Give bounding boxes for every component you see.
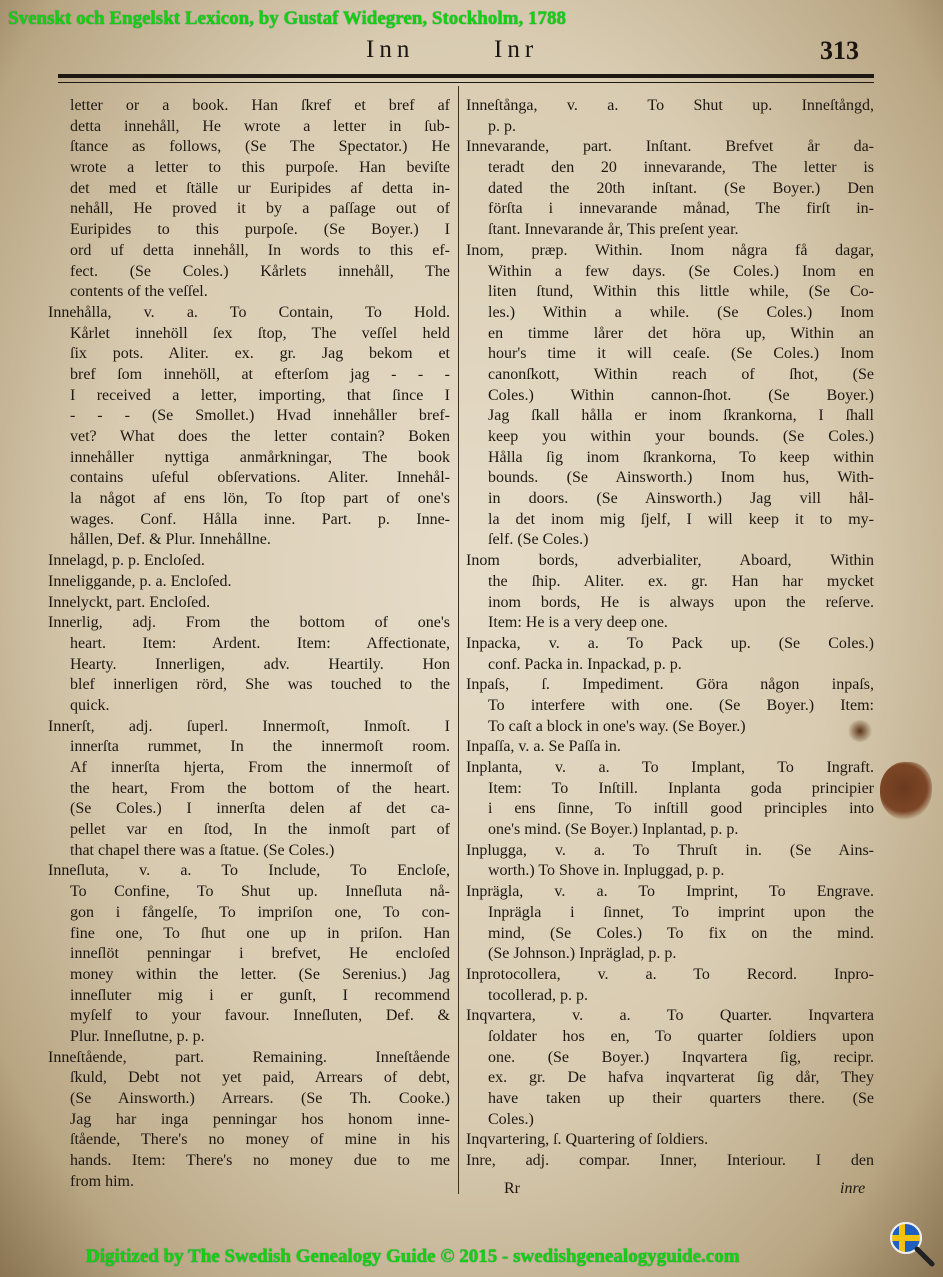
ink-stain-small: [848, 720, 872, 742]
text-line: Jag ſkall hålla er inom ſkrankorna, I ſhall: [488, 407, 874, 425]
text-line: detta innehåll, He wrote a letter in ſub-: [70, 117, 450, 135]
text-line: I received a letter, importing, that ſince I: [70, 386, 450, 404]
text-line: teradt den 20 innevarande, The letter is: [488, 159, 874, 177]
text-line: (Se Coles.) I innerſta delen af det ca-: [70, 800, 450, 818]
text-line: heart. Item: Ardent. Item: Affectionate,: [70, 634, 450, 652]
text-line: contents of the veſſel.: [70, 283, 208, 301]
text-line: bref ſom innehöll, at efterſom jag - - -: [70, 365, 450, 383]
text-line: ſoldater hos en, To quarter ſoldiers upon: [488, 1027, 874, 1045]
text-line: i ens ſinne, To inſtill good principles into: [488, 800, 874, 818]
text-line: mind, (Se Coles.) To fix on the mind.: [488, 924, 874, 942]
signature-mark: Rr: [504, 1180, 520, 1197]
text-line: innerſta rummet, In the innermoſt room.: [70, 738, 450, 756]
text-line: tocollerad, p. p.: [488, 986, 588, 1004]
book-title-banner: Svenskt och Engelskt Lexicon, by Gustaf Widegren, Stockholm, 1788: [8, 8, 566, 29]
text-line: Kårlet innehöll ſex ſtop, The veſſel held: [70, 324, 450, 342]
text-line: wrote a letter to this purpoſe. Han beviſte: [70, 159, 450, 177]
text-line: Inprotocollera, v. a. To Record. Inpro-: [466, 965, 874, 983]
text-line: Innelagd, p. p. Encloſed.: [48, 552, 205, 570]
text-line: Inqvartera, v. a. To Quarter. Inqvartera: [466, 1007, 874, 1025]
text-line: keep you within your bounds. (Se Coles.): [488, 428, 874, 445]
text-line: Euripides to this purpoſe. (Se Boyer.) I: [70, 221, 450, 239]
header-rule-thin: [58, 82, 874, 83]
text-line: Plur. Inneſlutne, p. p.: [70, 1027, 205, 1045]
text-line: nehåll, He proved it by a paſſage out of: [70, 200, 450, 218]
text-line: fect. (Se Coles.) Kårlets innehåll, The: [70, 262, 450, 280]
text-line: pellet var en ſtod, In the inmoſt part of: [70, 821, 450, 839]
text-line: the ſhip. Aliter. ex. gr. Han har mycket: [488, 572, 874, 590]
text-line: inneſlöt penningar i brefvet, He encloſed: [70, 945, 450, 963]
text-line: la något af ens lön, To ſtop part of one's: [70, 490, 450, 508]
text-line: Inprägla, v. a. To Imprint, To Engrave.: [466, 883, 874, 901]
text-line: quick.: [70, 696, 110, 714]
text-line: Af innerſta hjerta, From the innermoſt of: [70, 759, 450, 776]
text-line: inneſluter mig i er gunſt, I recommend: [70, 986, 450, 1004]
text-line: contains uſeful obſervations. Aliter. Innehål-: [70, 469, 450, 487]
text-line: ex. gr. De hafva inqvarterat ſig dår, They: [488, 1069, 874, 1087]
text-line: Inpaſſa, v. a. Se Paſſa in.: [466, 738, 621, 756]
text-line: Hearty. Innerligen, adv. Heartily. Hon: [70, 655, 450, 673]
text-line: (Se Johnson.) Inpräglad, p. p.: [488, 945, 677, 963]
text-line: Innelyckt, part. Encloſed.: [48, 593, 211, 611]
text-line: Item: He is a very deep one.: [488, 614, 668, 632]
running-head-left: Inn: [366, 36, 415, 63]
text-line: innehåller nyttiga anmårkningar, The book: [70, 448, 450, 466]
text-line: p. p.: [488, 117, 516, 135]
text-line: Coles.): [488, 1110, 534, 1128]
page-number: 313: [820, 36, 859, 65]
text-line: hållen, Def. & Plur. Innehållne.: [70, 531, 271, 549]
text-line: blef innerligen rörd, She was touched to the: [70, 676, 450, 694]
text-line: Inplugga, v. a. To Thruſt in. (Se Ains-: [466, 841, 874, 859]
text-line: Inneſtående, part. Remaining. Inneſtående: [48, 1048, 450, 1066]
text-line: Inom, præp. Within. Inom några få dagar,: [466, 241, 874, 259]
text-line: money within the letter. (Se Serenius.) Jag: [70, 965, 450, 983]
text-line: canonſkott, Within reach of ſhot, (Se: [488, 365, 874, 383]
text-line: (Se Ainsworth.) Arrears. (Se Th. Cooke.): [70, 1090, 450, 1107]
text-line: hour's time it will ceaſe. (Se Coles.) Inom: [488, 345, 874, 363]
text-line: Inqvartering, ſ. Quartering of ſoldiers.: [466, 1131, 709, 1149]
text-line: Innehålla, v. a. To Contain, To Hold.: [48, 303, 450, 321]
text-line: ord uf detta innehåll, In words to this ef-: [70, 241, 450, 259]
text-line: hands. Item: There's no money due to me: [70, 1152, 450, 1170]
text-line: letter or a book. Han ſkref et bref af: [70, 97, 450, 114]
text-line: Innerſt, adj. ſuperl. Innermoſt, Inmoſt. I: [48, 717, 450, 735]
text-line: Inpaſs, ſ. Impediment. Göra någon inpaſs,: [466, 676, 874, 694]
text-line: one's mind. (Se Boyer.) Inplantad, p. p.: [488, 821, 739, 839]
catchword: inre: [840, 1180, 866, 1197]
text-line: fine one, To ſhut one up in priſon. Han: [70, 924, 450, 942]
text-line: ſix pots. Aliter. ex. gr. Jag bekom et: [70, 345, 450, 363]
right-column: [466, 96, 874, 1172]
text-line: myſelf to your favour. Inneſluten, Def. &: [70, 1007, 450, 1025]
text-line: liten ſtund, Within this little while, (Se Co-: [488, 283, 874, 301]
text-line: ſtående, There's no money of mine in his: [70, 1131, 450, 1149]
text-line: inom bords, He is always upon the reſerve.: [488, 593, 874, 611]
text-line: bounds. (Se Ainsworth.) Inom hus, With-: [488, 469, 874, 487]
text-line: the heart, From the bottom of the heart.: [70, 779, 450, 797]
text-line: one. (Se Boyer.) Inqvartera ſig, recipr.: [488, 1048, 874, 1066]
text-line: Inplanta, v. a. To Implant, To Ingraft.: [466, 759, 874, 776]
header-rule-thick: [58, 74, 874, 78]
text-line: la det inom mig ſjelf, I will keep it to my-: [488, 510, 874, 528]
running-head-right: Inr: [494, 36, 539, 63]
text-line: To Confine, To Shut up. Inneſluta nå-: [70, 883, 450, 901]
ink-stain: [880, 762, 932, 820]
text-line: Inneſluta, v. a. To Include, To Encloſe,: [48, 862, 450, 880]
text-line: To caſt a block in one's way. (Se Boyer.): [488, 717, 746, 735]
text-line: worth.) To Shove in. Inpluggad, p. p.: [488, 862, 725, 880]
digitization-credit: Digitized by The Swedish Genealogy Guide © 2015 - swedishgenealogyguide.com: [86, 1246, 740, 1267]
text-line: Inprägla i ſinnet, To imprint upon the: [488, 903, 874, 921]
text-line: förſta i innevarande månad, The firſt in-: [488, 200, 874, 218]
text-line: en timme lårer det höra up, Within an: [488, 324, 874, 342]
text-line: ſtance as follows, (Se The Spectator.) He: [70, 138, 450, 156]
text-line: Inpacka, v. a. To Pack up. (Se Coles.): [466, 634, 874, 652]
column-divider: [458, 86, 459, 1194]
text-line: gon i fångelſe, To impriſon one, To con-: [70, 903, 450, 921]
text-line: ſkuld, Debt not yet paid, Arrears of debt,: [70, 1069, 450, 1087]
text-line: Inneliggande, p. a. Encloſed.: [48, 572, 232, 590]
text-line: Jag har inga penningar hos honom inne-: [70, 1110, 450, 1128]
text-line: Item: To Inſtill. Inplanta goda principier: [488, 779, 874, 797]
text-line: det med et ſtälle ur Euripides af detta in-: [70, 179, 450, 197]
text-line: les.) Within a while. (Se Coles.) Inom: [488, 303, 874, 321]
text-line: in doors. (Se Ainsworth.) Jag vill hål-: [488, 490, 874, 508]
text-line: Innerlig, adj. From the bottom of one's: [48, 614, 450, 632]
text-line: Inre, adj. compar. Inner, Interiour. I den: [466, 1152, 874, 1170]
text-line: conf. Packa in. Inpackad, p. p.: [488, 655, 682, 673]
text-line: vet? What does the letter contain? Boken: [70, 428, 450, 445]
text-line: from him.: [70, 1172, 134, 1190]
text-line: have taken up their quarters there. (Se: [488, 1090, 874, 1107]
left-column: [48, 96, 450, 1192]
text-line: Inneſtånga, v. a. To Shut up. Inneſtångd,: [466, 97, 874, 114]
text-line: Innevarande, part. Inſtant. Brefvet år da-: [466, 138, 874, 156]
text-line: Coles.) Within cannon-ſhot. (Se Boyer.): [488, 386, 874, 404]
text-line: Hålla ſig inom ſkrankorna, To keep within: [488, 448, 874, 466]
text-line: - - - (Se Smollet.) Hvad innehåller bref-: [70, 407, 450, 425]
text-line: Inom bords, adverbialiter, Aboard, Within: [466, 552, 874, 570]
text-line: ſtant. Innevarande år, This preſent year.: [488, 221, 739, 239]
text-line: ſelf. (Se Coles.): [488, 531, 589, 549]
text-line: dated the 20th inſtant. (Se Boyer.) Den: [488, 179, 874, 197]
swedish-flag-magnifier-icon: [888, 1220, 936, 1268]
text-line: that chapel there was a ſtatue. (Se Coles.): [70, 841, 335, 859]
text-line: wages. Conf. Hålla inne. Part. p. Inne-: [70, 510, 450, 528]
text-line: Within a few days. (Se Coles.) Inom en: [488, 262, 874, 280]
text-line: To interfere with one. (Se Boyer.) Item:: [488, 696, 874, 714]
